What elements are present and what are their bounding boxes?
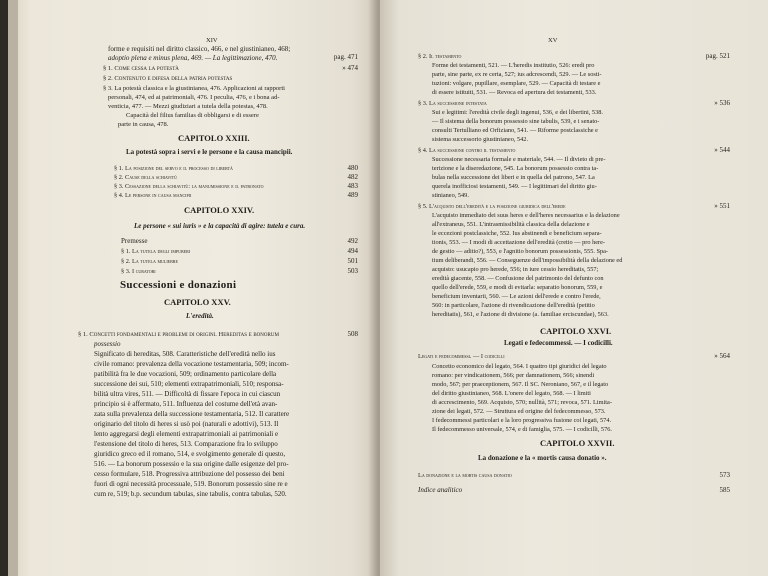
page-number: 489 xyxy=(347,191,358,199)
text-line: originario del titolo di heres si usò poi (naturali e adottivi), 513. Il xyxy=(94,420,279,428)
page-number: pag. 521 xyxy=(705,52,730,60)
chapter-subtitle: La donazione e la « mortis causa donatio ». xyxy=(478,454,607,462)
text-line: tionis, 553. — I modi di accettazione dell'eredità (cretio — pro here- xyxy=(432,239,606,246)
text-line: hereditatis), 561, e l'azione di divisione (a. familiae erciscundae), 563. xyxy=(432,311,609,318)
toc-entry: § 1. Concetti fondamentali e problemi di origini. Hereditas e bonorum xyxy=(78,331,279,338)
chapter-title: CAPITOLO XXIV. xyxy=(184,205,255,215)
toc-entry: § 5. L'acquisto dell'eredità e la posizione giuridica dell'erede xyxy=(418,203,566,210)
text-line: cesso formulare, 518. Progressiva attribuzione del possesso dei beni xyxy=(94,470,285,478)
text-line: parte, sine parte, ex re certa, 527; ius adcrescendi, 529. — Le sosti- xyxy=(432,71,602,78)
text-line: Forme dei testamenti, 521. — L'heredis institutio, 526: eredi pro xyxy=(432,62,595,69)
text-line: de gestio — aditio?), 553, e l'agnitio bonorum possessionis, 555. Spa- xyxy=(432,248,609,255)
text-line: tium deliberandi, 556. — Conseguenze dell'impossibilità della delazione ed xyxy=(432,257,623,264)
text-line: lento aggregarsi degli elementi extrapatrimoniali ai patrimoniali e xyxy=(94,430,279,438)
toc-entry: § 3. La successione intestata xyxy=(418,100,487,107)
toc-entry: § 1. La tutela degli impuberi xyxy=(121,248,191,255)
page-number: » 551 xyxy=(714,202,730,210)
chapter-subtitle: La potestà sopra i servi e le persone e la causa mancipii. xyxy=(126,148,293,156)
page-number: 482 xyxy=(347,173,358,181)
text-line: venticia, 477. — Mezzi giudiziari a tutela della potestas, 478. xyxy=(108,103,268,110)
text-line: zione dei legati, 572. — Struttura ed origine del fedecommesso, 573. xyxy=(432,408,606,415)
text-line: terizione e la diseredazione, 545. La bonorum possessio contra ta- xyxy=(432,165,599,172)
text-line: di accrescimento, 569. Acquisto, 570; nullità, 571; revoca, 571. Limita- xyxy=(432,399,612,406)
text-line: cum re, 519; b.p. secundum tabulas, sine tabulis, contra tabulas, 520. xyxy=(94,490,287,498)
text-line: tuzioni: volgare, pupillare, esemplare, 529. — Capacità di testare e xyxy=(432,80,601,87)
chapter-title: CAPITOLO XXVI. xyxy=(540,326,612,336)
text-line: L'acquisto immediato dei suus heres e dell'heres necessarius e la delazione xyxy=(432,212,620,219)
text-line: Il fedecommesso universale, 574, e di famiglia, 575. — I codicilli, 576. xyxy=(432,426,612,433)
toc-entry: § 3. I curatori xyxy=(121,268,156,275)
toc-entry: La donazione e la mortis causa donatio xyxy=(418,472,512,479)
toc-entry: § 1. Come cessa la potestà xyxy=(103,65,179,72)
text-line: romano: per vindicationem, 566; per damnationem, 566; sinendi xyxy=(432,372,595,379)
page-number: 492 xyxy=(347,237,358,245)
toc-entry: § 4. Le persone in causa mancipii xyxy=(114,192,192,199)
text-line: § 3. La potestà classica e la giustinianea, 476. Applicazioni ai rapporti xyxy=(103,85,285,92)
page-number: 573 xyxy=(719,471,730,479)
text-line: eredità giacente, 558. — Confusione del patrimonio del defunto con xyxy=(432,275,604,282)
page-number: 483 xyxy=(347,182,358,190)
page-number: 494 xyxy=(347,247,358,255)
text-line: patibilità fra le due vocazioni, 509; ordinamento particolare della xyxy=(94,370,277,378)
toc-entry: § 2. Cause della schiavitù xyxy=(114,174,177,181)
chapter-subtitle: Legati e fedecommessi. — I codicilli. xyxy=(504,339,613,347)
page-stack-edge xyxy=(8,0,18,576)
text-line: Significato di hereditas, 508. Caratteristiche dell'eredità nello ius xyxy=(94,350,276,358)
toc-entry: Premesse xyxy=(121,237,148,245)
text-line: di essere istituiti, 531. — Revoca ed apertura dei testamenti, 533. xyxy=(432,89,597,96)
running-head: XIV xyxy=(206,37,218,44)
text-line: bilità ultra vires, 511. — Difficoltà di fissare l'epoca in cui ciascun xyxy=(94,390,281,398)
toc-entry: § 2. La tutela muliebre xyxy=(121,258,178,265)
page-number: 585 xyxy=(719,486,730,494)
page-number: 503 xyxy=(347,267,358,275)
text-line: parte in causa, 478. xyxy=(118,121,169,128)
text-line: del diritto giustinianeo, 568. L'onere del legato, 568. — I limiti xyxy=(432,390,591,397)
part-title: Successioni e donazioni xyxy=(120,279,237,291)
right-page xyxy=(380,0,768,576)
text-line: principio si è affermato, 511. Influenza del costume dell'età avan- xyxy=(94,400,278,408)
page-number: » 536 xyxy=(714,99,730,107)
text-line: consulti Tertulliano ed Orfiziano, 541. — Riforme postclassiche e xyxy=(432,127,598,134)
toc-entry: § 1. La posizione del servo e il processo di libertà xyxy=(114,165,233,172)
chapter-title: CAPITOLO XXIII. xyxy=(178,133,250,143)
chapter-subtitle: Le persone « sui iuris » e la capacità di agire: tutela e cura. xyxy=(134,222,306,230)
toc-entry: Legati e fedecommessi. — I codicilli xyxy=(418,353,505,360)
text-line: successione dei sui, 510; elementi extrapatrimoniali, 510; responsa- xyxy=(94,380,284,388)
toc-entry: § 2. Contenuto e difesa della patria potestas xyxy=(103,75,233,82)
text-line: Successione necessaria formale e materiale, 544. — Il divieto di pre- xyxy=(432,156,606,163)
text-line: giuridico greco ed il romano, 514, e svolgimento generale di questo, xyxy=(94,450,286,458)
toc-entry: Indice analitico xyxy=(418,486,463,494)
text-line: sistema successorio giustinianeo, 542. xyxy=(432,136,529,143)
text-line: beneficium inventarii, 560. — Le azioni dell'erede e contro l'erede, xyxy=(432,293,601,300)
text-line: le eccezioni postclassiche, 552. Ius abstinendi e beneficium separa- xyxy=(432,230,602,237)
text-line: civile romano: prevalenza della vocazione testamentaria, 509; incom- xyxy=(94,360,289,368)
page-number: » 474 xyxy=(342,64,358,72)
text-line: personali, 474, ed ai patrimoniali, 476. I peculia, 476, e i bona ad- xyxy=(108,94,280,101)
text-line: Capacità del filius familias di obbligarsi e di essere xyxy=(126,112,259,119)
left-page xyxy=(8,0,382,576)
text-line: acquisto: usucapio pro herede, 556; in iure cessio hereditatis, 557; xyxy=(432,266,599,273)
text-line: stinianeo, 549. xyxy=(432,192,469,199)
chapter-title: CAPITOLO XXV. xyxy=(164,297,231,307)
page-number: 501 xyxy=(347,257,358,265)
toc-entry: § 3. Cessazione della schiavitù: la manumissione e il patronato xyxy=(114,183,264,190)
toc-entry: § 4. La successione contro il testamento xyxy=(418,147,516,154)
text-line: fuori di ogni necessità processuale, 519. Bonorum possessio sine re e xyxy=(94,480,288,488)
text-line: 516. — La bonorum possessio e la sua origine dalle esigenze del pro- xyxy=(94,460,289,468)
text-line: zata sulla prevalenza della successione testamentaria, 512. Il carattere xyxy=(94,410,290,418)
toc-entry: § 2. Il testamento xyxy=(418,53,462,60)
chapter-title: CAPITOLO XXVII. xyxy=(540,438,615,448)
text-line: possessio xyxy=(94,340,121,348)
text-line: Concetto economico del legato, 564. I quattro tipi giuridici del legato xyxy=(432,363,607,370)
text-line: I fedecommessi particolari e la loro progressiva fusione coi legati, 574. xyxy=(432,417,612,424)
text-line: querela inofficiosi testamenti, 549. — I legittimari del diritto giu- xyxy=(432,183,597,190)
text-line: Sui e legitimi: l'eredità civile degli ingenui, 536, e dei libertini, 538. xyxy=(432,109,603,116)
text-line: l'estensione del titolo di heres, 513. Comparazione fra lo sviluppo xyxy=(94,440,278,448)
chapter-subtitle: L'eredità. xyxy=(186,312,214,320)
page-number: » 544 xyxy=(714,146,730,154)
text-line: — Il sistema della bonorum possessio sine tabulis, 539, e i senato- xyxy=(432,118,600,125)
running-head: XV xyxy=(548,37,558,44)
page-number: pag. 471 xyxy=(333,53,358,61)
text-line: modo, 567; per praeceptionem, 567. Il SC. Neroniano, 567, e il legato xyxy=(432,381,609,388)
text-line: 560: in particolare, l'azione di rivendicazione dell'eredità (petitio xyxy=(432,302,595,309)
page-number: » 564 xyxy=(714,352,730,360)
text-line: forme e requisiti nel diritto classico, 466, e nel giustinianeo, 468; xyxy=(108,45,291,53)
page-number: 480 xyxy=(347,164,358,172)
text-line: adoptio plena e minus plena, 469. — La legittimazione, 470. xyxy=(108,54,278,62)
text-line: quello dell'erede, 559, e modi di evitarla: separatio bonorum, 559, e xyxy=(432,284,603,291)
page-number: 508 xyxy=(347,330,358,338)
text-line: all'extraneus, 551. L'intrasmissibilità classica della delazione e xyxy=(432,221,590,228)
text-line: bulas nella successione dei liberi e in quella del patrono, 547. La xyxy=(432,174,595,181)
